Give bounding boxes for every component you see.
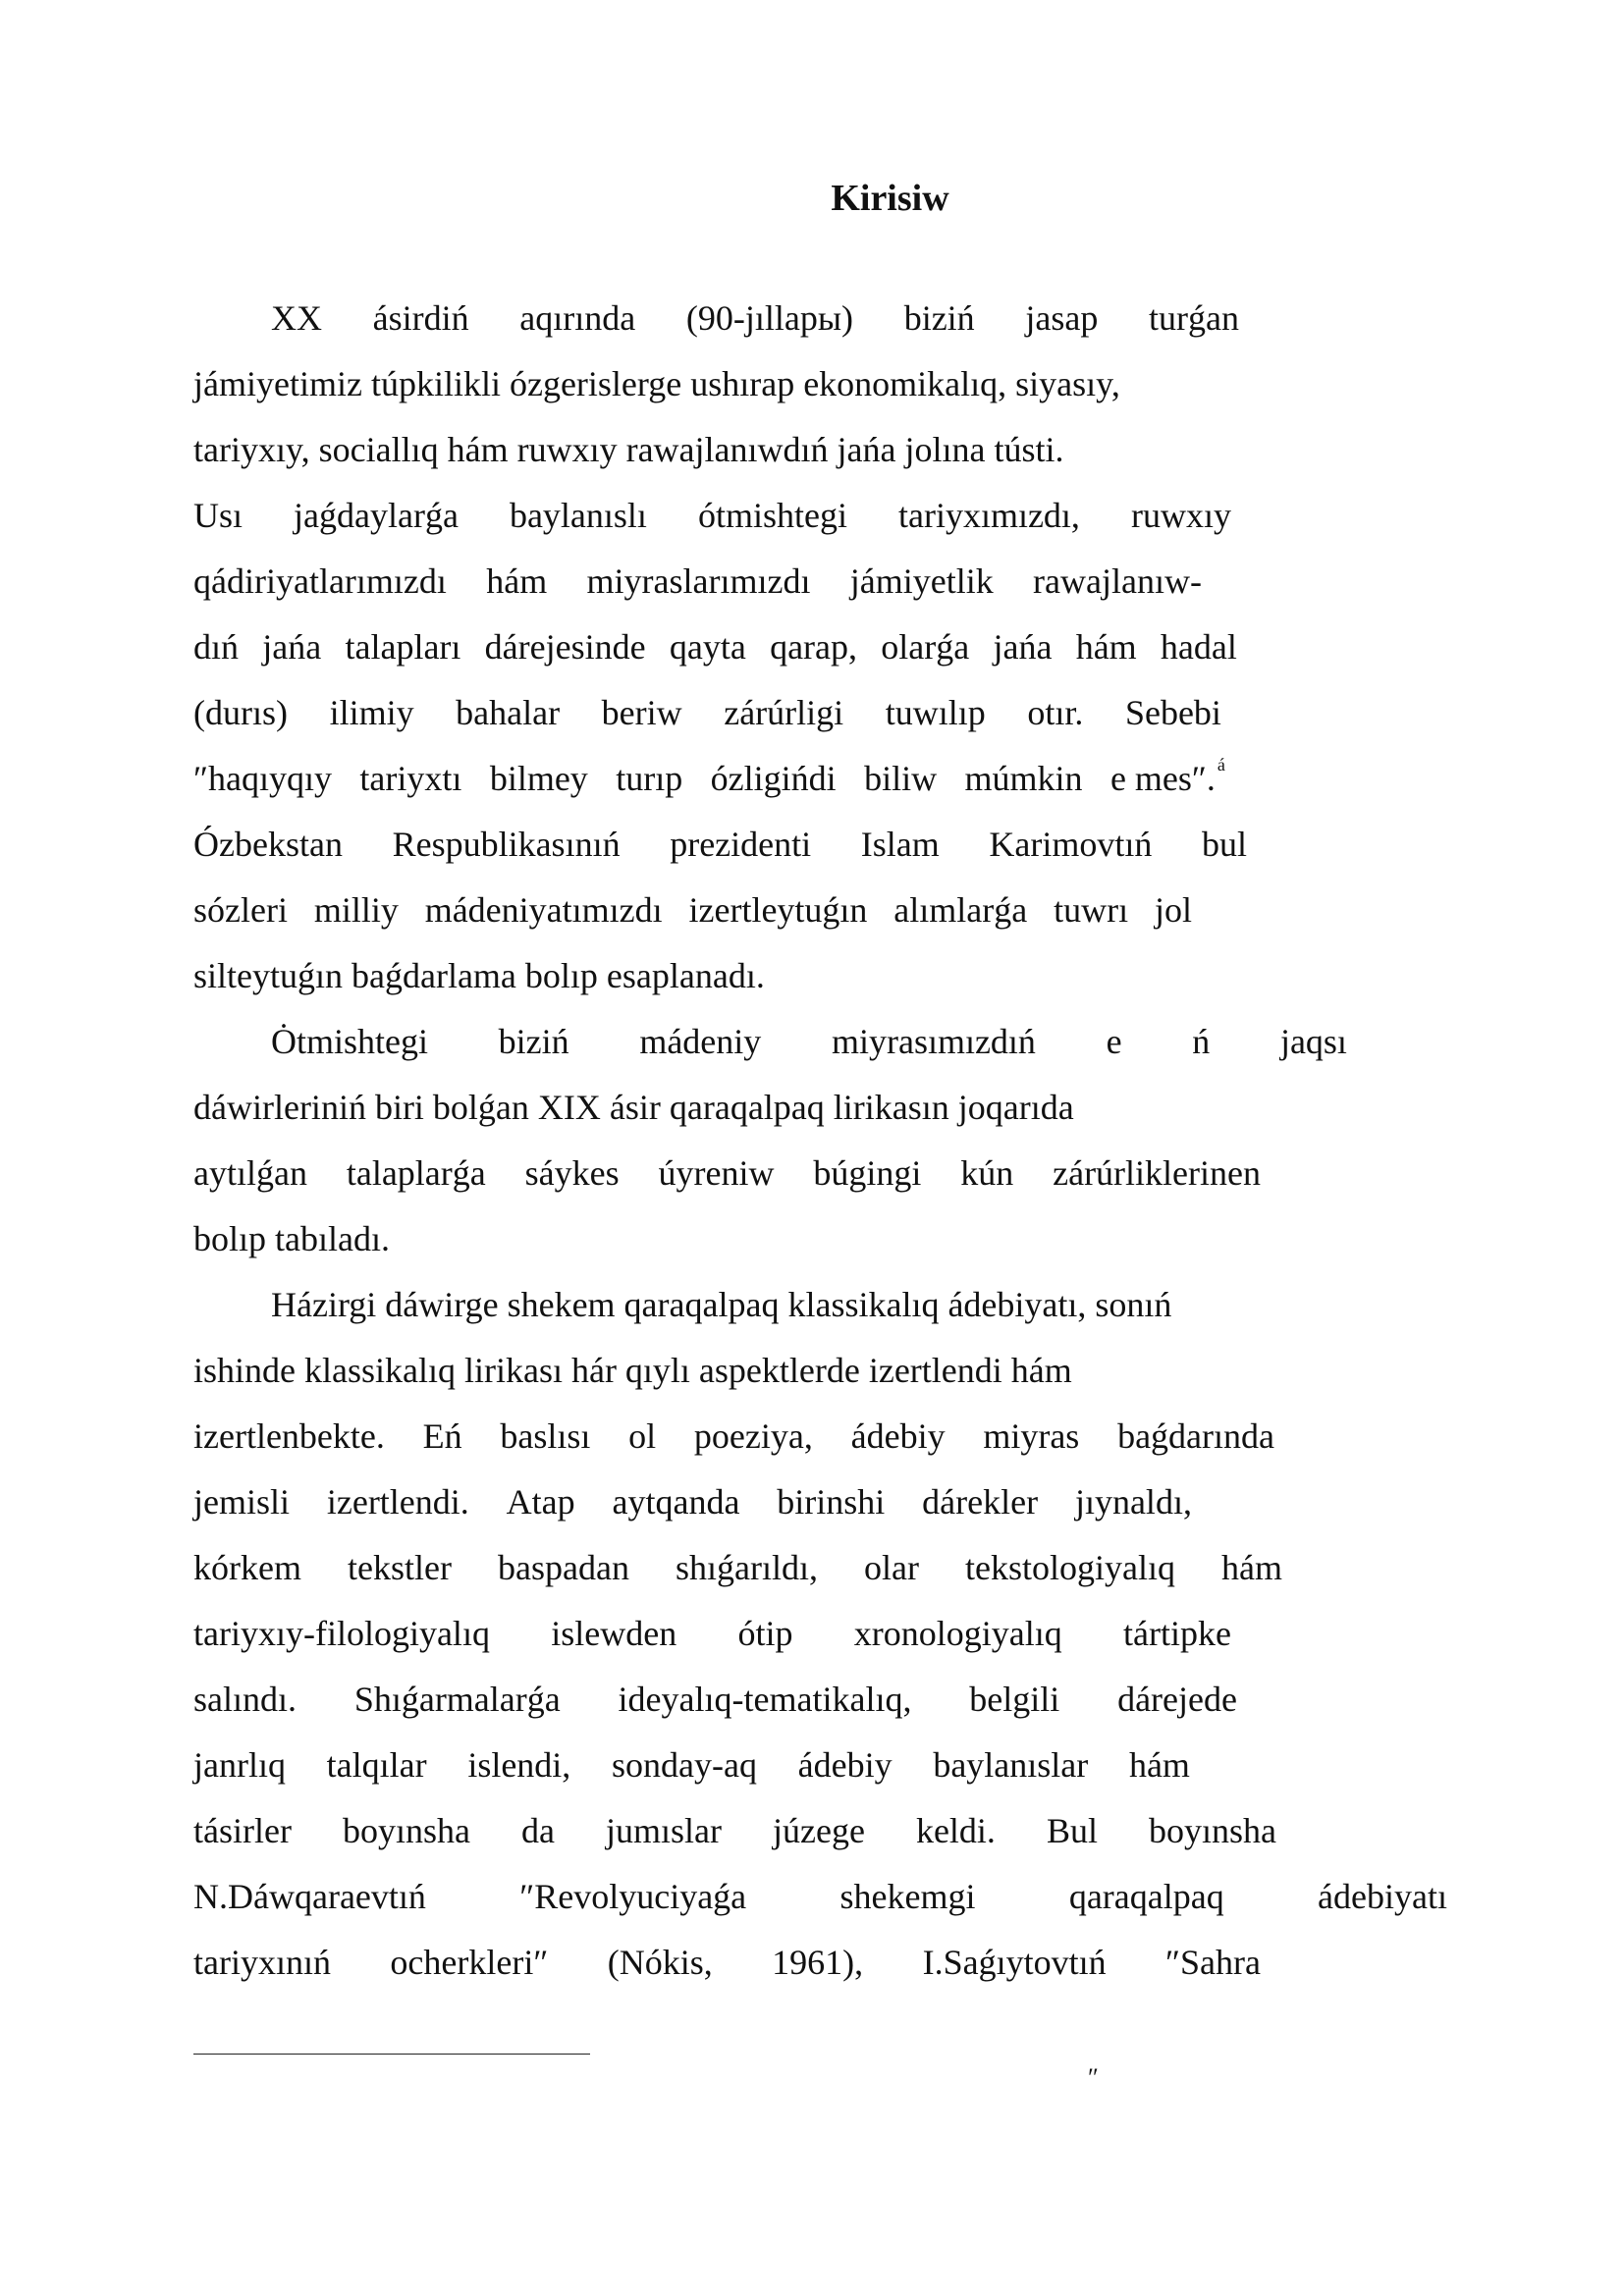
word: e xyxy=(1106,1022,1122,1061)
word: Islam xyxy=(860,825,940,864)
word: beriw xyxy=(601,693,682,732)
word: izertleytuǵın xyxy=(688,890,868,930)
word: dárejede xyxy=(1117,1680,1237,1719)
word: milliy xyxy=(313,890,399,930)
word: ocherkleri″ xyxy=(390,1943,549,1982)
text-line xyxy=(193,1149,1261,1197)
word: islewden xyxy=(551,1614,677,1653)
word: tariyxtı xyxy=(359,759,462,798)
word: biziń xyxy=(498,1022,569,1061)
text-line xyxy=(193,1741,1190,1789)
word: rawajlanıw- xyxy=(1033,561,1202,601)
word: dárejesinde xyxy=(484,627,646,667)
word: qayta xyxy=(669,627,746,667)
word: shekemgi xyxy=(839,1877,976,1916)
word: jańa xyxy=(993,627,1053,667)
word: sonday-aq xyxy=(612,1745,757,1785)
word: tekstler xyxy=(348,1548,452,1587)
word: ásirdiń xyxy=(372,298,469,338)
word: hám xyxy=(1221,1548,1282,1587)
text-line xyxy=(193,755,1225,808)
word: izertlenbekte. xyxy=(193,1416,385,1456)
word: kórkem xyxy=(193,1548,301,1587)
word: (durıs) xyxy=(193,693,288,732)
text-line xyxy=(271,294,1239,342)
word: shıǵarıldı, xyxy=(675,1548,818,1587)
word: Respublikasınıń xyxy=(392,825,621,864)
word: jámiyetlik xyxy=(849,561,994,601)
text-line xyxy=(193,1413,1274,1460)
word: Sebebi xyxy=(1124,693,1221,732)
word: ádebiyatı xyxy=(1318,1877,1447,1916)
word: tariyxınıń xyxy=(193,1943,331,1982)
word: bahalar xyxy=(456,693,561,732)
word: olar xyxy=(864,1548,919,1587)
word: baylanıslı xyxy=(509,496,647,535)
word: búgingi xyxy=(813,1153,922,1193)
word: keldi. xyxy=(915,1811,996,1850)
word: boyınsha xyxy=(1148,1811,1276,1850)
text-line xyxy=(193,1873,1447,1920)
word: aytılǵan xyxy=(193,1153,307,1193)
text-line: silteytuǵın baǵdarlama bolıp esaplanadı. xyxy=(193,956,765,995)
word: Karimovtıń xyxy=(989,825,1153,864)
word: Shıǵarmalarǵa xyxy=(353,1680,561,1719)
text-line xyxy=(193,1939,1261,1986)
word: dárekler xyxy=(922,1482,1039,1522)
word: hám xyxy=(486,561,548,601)
text-line: ishinde klassikalıq lirikası hár qıylı aspektlerde izertlendi hám xyxy=(193,1351,1072,1390)
word: prezidenti xyxy=(670,825,812,864)
word: Eń xyxy=(422,1416,462,1456)
word: otır. xyxy=(1027,693,1084,732)
word: aqırında xyxy=(519,298,636,338)
word: miyraslarımızdı xyxy=(586,561,811,601)
word: Ózbekstan xyxy=(193,825,343,864)
word: qarap, xyxy=(770,627,858,667)
word: miyras xyxy=(983,1416,1080,1456)
word: ń xyxy=(1192,1022,1211,1061)
word: tuwrı xyxy=(1054,890,1129,930)
text-line xyxy=(271,1018,1347,1065)
text-line xyxy=(193,689,1221,736)
text-line xyxy=(193,821,1247,868)
word: baǵdarında xyxy=(1117,1416,1274,1456)
word: Bul xyxy=(1046,1811,1098,1850)
word: jemisli xyxy=(193,1482,290,1522)
word: ol xyxy=(628,1416,657,1456)
text-line xyxy=(193,886,1192,934)
word: jaqsı xyxy=(1279,1022,1347,1061)
word: tekstologiyalıq xyxy=(965,1548,1175,1587)
word: múmkin xyxy=(964,759,1083,798)
word: baslısı xyxy=(500,1416,591,1456)
word: I.Saǵıytovtıń xyxy=(922,1943,1107,1982)
word: N.Dáwqaraevtıń xyxy=(193,1877,426,1916)
word: hadal xyxy=(1160,627,1237,667)
text-line xyxy=(193,558,1202,605)
word: hám xyxy=(1075,627,1137,667)
word: úyreniw xyxy=(658,1153,775,1193)
word: bul xyxy=(1201,825,1247,864)
word: hám xyxy=(1128,1745,1190,1785)
word: ótmishtegi xyxy=(697,496,847,535)
word: Ȯtmishtegi xyxy=(271,1022,428,1061)
word: xronologiyalıq xyxy=(853,1614,1062,1653)
word: birinshi xyxy=(777,1482,886,1522)
word: biziń xyxy=(903,298,975,338)
word: dıń xyxy=(193,627,240,667)
text-line: dáwirleriniń biri bolǵan XIX ásir qaraqalpaq lirikasın joqarıda xyxy=(193,1088,1074,1127)
word: e mes″. á xyxy=(1110,755,1225,808)
word: tártipke xyxy=(1123,1614,1231,1653)
word: mádeniy xyxy=(639,1022,762,1061)
text-line xyxy=(193,1676,1237,1723)
page-title: Kirisiw xyxy=(831,178,949,219)
text-line xyxy=(193,623,1237,670)
word: ilimiy xyxy=(329,693,414,732)
word: boyınsha xyxy=(342,1811,470,1850)
word: tásirler xyxy=(193,1811,292,1850)
word: alımlarǵa xyxy=(893,890,1028,930)
word: olarǵa xyxy=(881,627,970,667)
word: ótip xyxy=(737,1614,793,1653)
word: júzege xyxy=(772,1811,865,1850)
word: kún xyxy=(960,1153,1014,1193)
word: ″Revolyuciyaǵa xyxy=(519,1877,747,1916)
word: zárúrliklerinen xyxy=(1053,1153,1261,1193)
word: jol xyxy=(1154,890,1192,930)
word: baspadan xyxy=(498,1548,629,1587)
word: jasap xyxy=(1025,298,1099,338)
word: ″Sahra xyxy=(1165,1943,1261,1982)
word: ruwxıy xyxy=(1130,496,1231,535)
footnote-mark: ″ xyxy=(1088,2063,1099,2092)
word: ádebiy xyxy=(797,1745,893,1785)
word: sáykes xyxy=(524,1153,620,1193)
word: salındı. xyxy=(193,1680,297,1719)
word: da xyxy=(520,1811,555,1850)
text-line xyxy=(193,1478,1192,1525)
word: janrlıq xyxy=(193,1745,286,1785)
text-line: tariyxıy, sociallıq hám ruwxıy rawajlanıwdıń jańa jolına tústi. xyxy=(193,430,1064,469)
word: jaǵdaylarǵa xyxy=(294,496,459,535)
text-line xyxy=(193,1544,1282,1591)
footnote-superscript: á xyxy=(1217,755,1225,774)
text-line: jámiyetimiz túpkilikli ózgerislerge ushırap ekonomikalıq, siyasıy, xyxy=(193,364,1120,403)
word: 1961), xyxy=(772,1943,864,1982)
footnote-divider xyxy=(193,2054,590,2055)
word: izertlendi. xyxy=(326,1482,469,1522)
word: belgili xyxy=(969,1680,1060,1719)
word: XX xyxy=(271,298,322,338)
word: ádebiy xyxy=(850,1416,946,1456)
word: aytqanda xyxy=(612,1482,740,1522)
word: turǵan xyxy=(1148,298,1239,338)
word: zárúrligi xyxy=(724,693,844,732)
word: (90-jıllары) xyxy=(685,298,854,338)
text-line: bolıp tabıladı. xyxy=(193,1219,390,1258)
word: sózleri xyxy=(193,890,288,930)
word: jumıslar xyxy=(605,1811,722,1850)
word: islendi, xyxy=(467,1745,571,1785)
text-line xyxy=(193,1610,1231,1657)
word: jańa xyxy=(262,627,322,667)
text-line xyxy=(193,492,1231,539)
word: Usı xyxy=(193,496,243,535)
word: turıp xyxy=(616,759,683,798)
text-line: Házirgi dáwirge shekem qaraqalpaq klassikalıq ádebiyatı, sonıń xyxy=(271,1285,1172,1324)
word: Atap xyxy=(506,1482,575,1522)
word: tuwılıp xyxy=(885,693,986,732)
word: tariyxıy-filologiyalıq xyxy=(193,1614,490,1653)
word: jıynaldı, xyxy=(1074,1482,1192,1522)
word: ideyalıq-tematikalıq, xyxy=(618,1680,912,1719)
word: talaplarǵa xyxy=(346,1153,486,1193)
word: ózligińdi xyxy=(710,759,837,798)
word: miyrasımızdıń xyxy=(831,1022,1036,1061)
word: poeziya, xyxy=(693,1416,813,1456)
word: biliw xyxy=(864,759,938,798)
word: baylanıslar xyxy=(933,1745,1089,1785)
word: mádeniyatımızdı xyxy=(424,890,663,930)
word: talqılar xyxy=(326,1745,427,1785)
word: (Nókis, xyxy=(607,1943,713,1982)
word: ″haqıyqıy xyxy=(193,759,332,798)
word: talapları xyxy=(345,627,461,667)
word: qádiriyatlarımızdı xyxy=(193,561,447,601)
word: qaraqalpaq xyxy=(1068,1877,1224,1916)
word: tariyxımızdı, xyxy=(897,496,1080,535)
word: bilmey xyxy=(489,759,588,798)
text-line xyxy=(193,1807,1276,1854)
